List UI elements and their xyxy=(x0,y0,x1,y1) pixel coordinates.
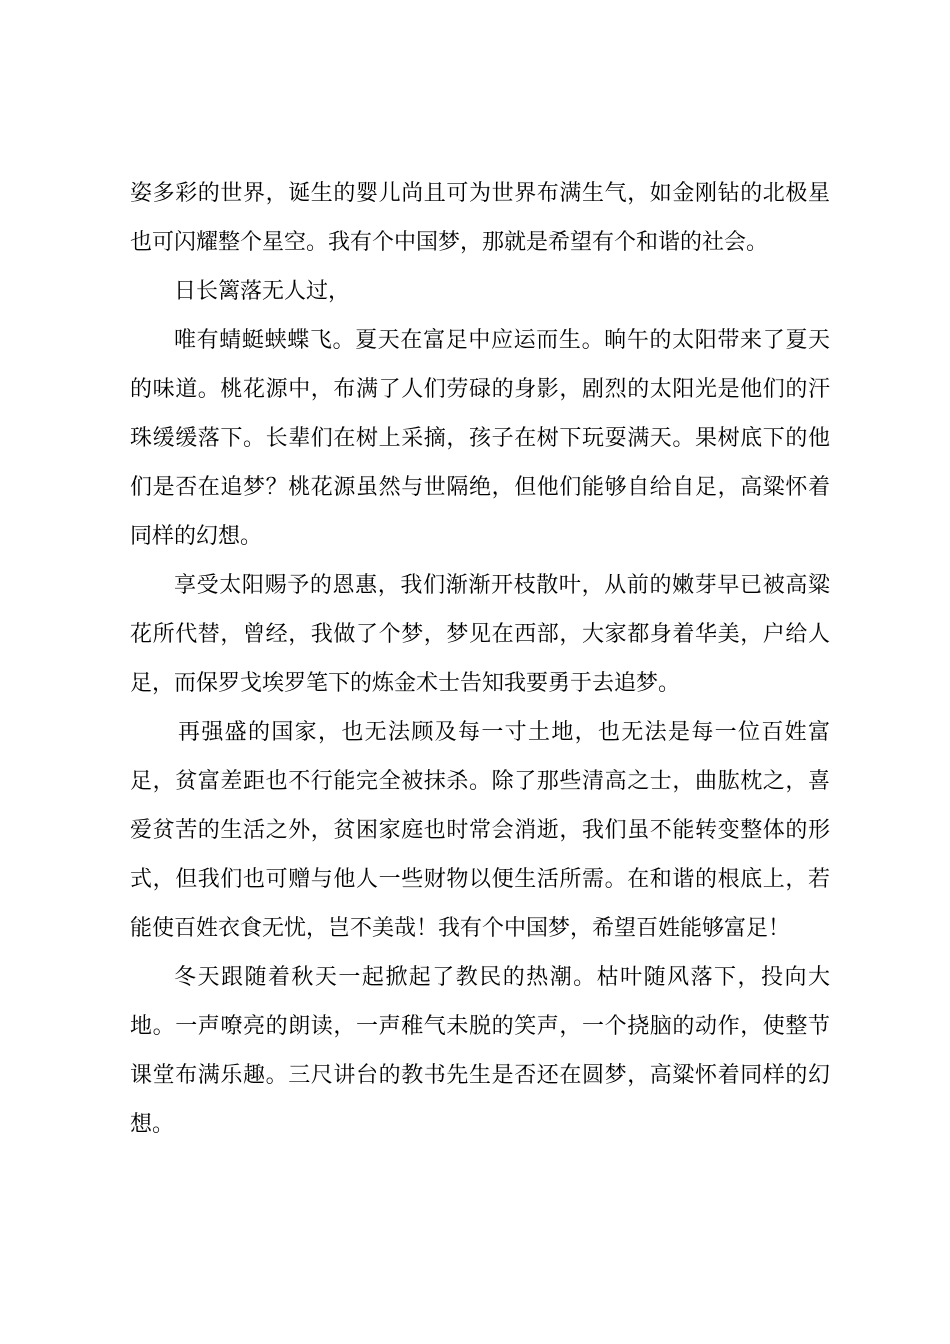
paragraph-line: 日长篱落无人过， xyxy=(174,279,351,304)
paragraph-line: 想。 xyxy=(130,1112,175,1137)
paragraph-line: 珠缓缓落下。长辈们在树上采摘，孩子在树下玩耍满天。果树底下的他 xyxy=(130,426,830,451)
paragraph-line: 的味道。桃花源中，布满了人们劳碌的身影，剧烈的太阳光是他们的汗 xyxy=(130,377,830,402)
paragraph-line: 也可闪耀整个星空。我有个中国梦，那就是希望有个和谐的社会。 xyxy=(130,230,769,255)
paragraph-line: 花所代替，曾经，我做了个梦，梦见在西部，大家都身着华美，户给人 xyxy=(130,622,830,647)
paragraph-line: 们是否在追梦？桃花源虽然与世隔绝，但他们能够自给自足，高粱怀着 xyxy=(130,475,830,500)
paragraph-line: 能使百姓衣食无忧，岂不美哉！我有个中国梦，希望百姓能够富足！ xyxy=(130,916,791,941)
paragraph-line: 同样的幻想。 xyxy=(130,524,263,549)
paragraph-line: 课堂布满乐趣。三尺讲台的教书先生是否还在圆梦，高粱怀着同样的幻 xyxy=(130,1063,830,1088)
paragraph-line: 冬天跟随着秋天一起掀起了教民的热潮。枯叶随风落下，投向大 xyxy=(174,965,830,990)
paragraph-line: 唯有蜻蜓蛱蝶飞。夏天在富足中应运而生。晌午的太阳带来了夏天 xyxy=(174,328,830,353)
paragraph-line: 地。一声嘹亮的朗读，一声稚气未脱的笑声，一个挠脑的动作，使整节 xyxy=(130,1014,830,1039)
paragraph-line: 姿多彩的世界，诞生的婴儿尚且可为世界布满生气，如金刚钻的北极星 xyxy=(130,181,830,206)
paragraph-line: 足，贫富差距也不行能完全被抹杀。除了那些清高之士，曲肱枕之，喜 xyxy=(130,769,830,794)
paragraph-line: 再强盛的国家，也无法顾及每一寸土地，也无法是每一位百姓富 xyxy=(178,720,830,745)
paragraph-line: 足，而保罗戈埃罗笔下的炼金术士告知我要勇于去追梦。 xyxy=(130,671,681,696)
paragraph-line: 式，但我们也可赠与他人一些财物以便生活所需。在和谐的根底上，若 xyxy=(130,867,830,892)
paragraph-line: 爱贫苦的生活之外，贫困家庭也时常会消逝，我们虽不能转变整体的形 xyxy=(130,818,830,843)
document-body xyxy=(130,182,830,1162)
paragraph-line: 享受太阳赐予的恩惠，我们渐渐开枝散叶，从前的嫩芽早已被高粱 xyxy=(174,573,830,598)
